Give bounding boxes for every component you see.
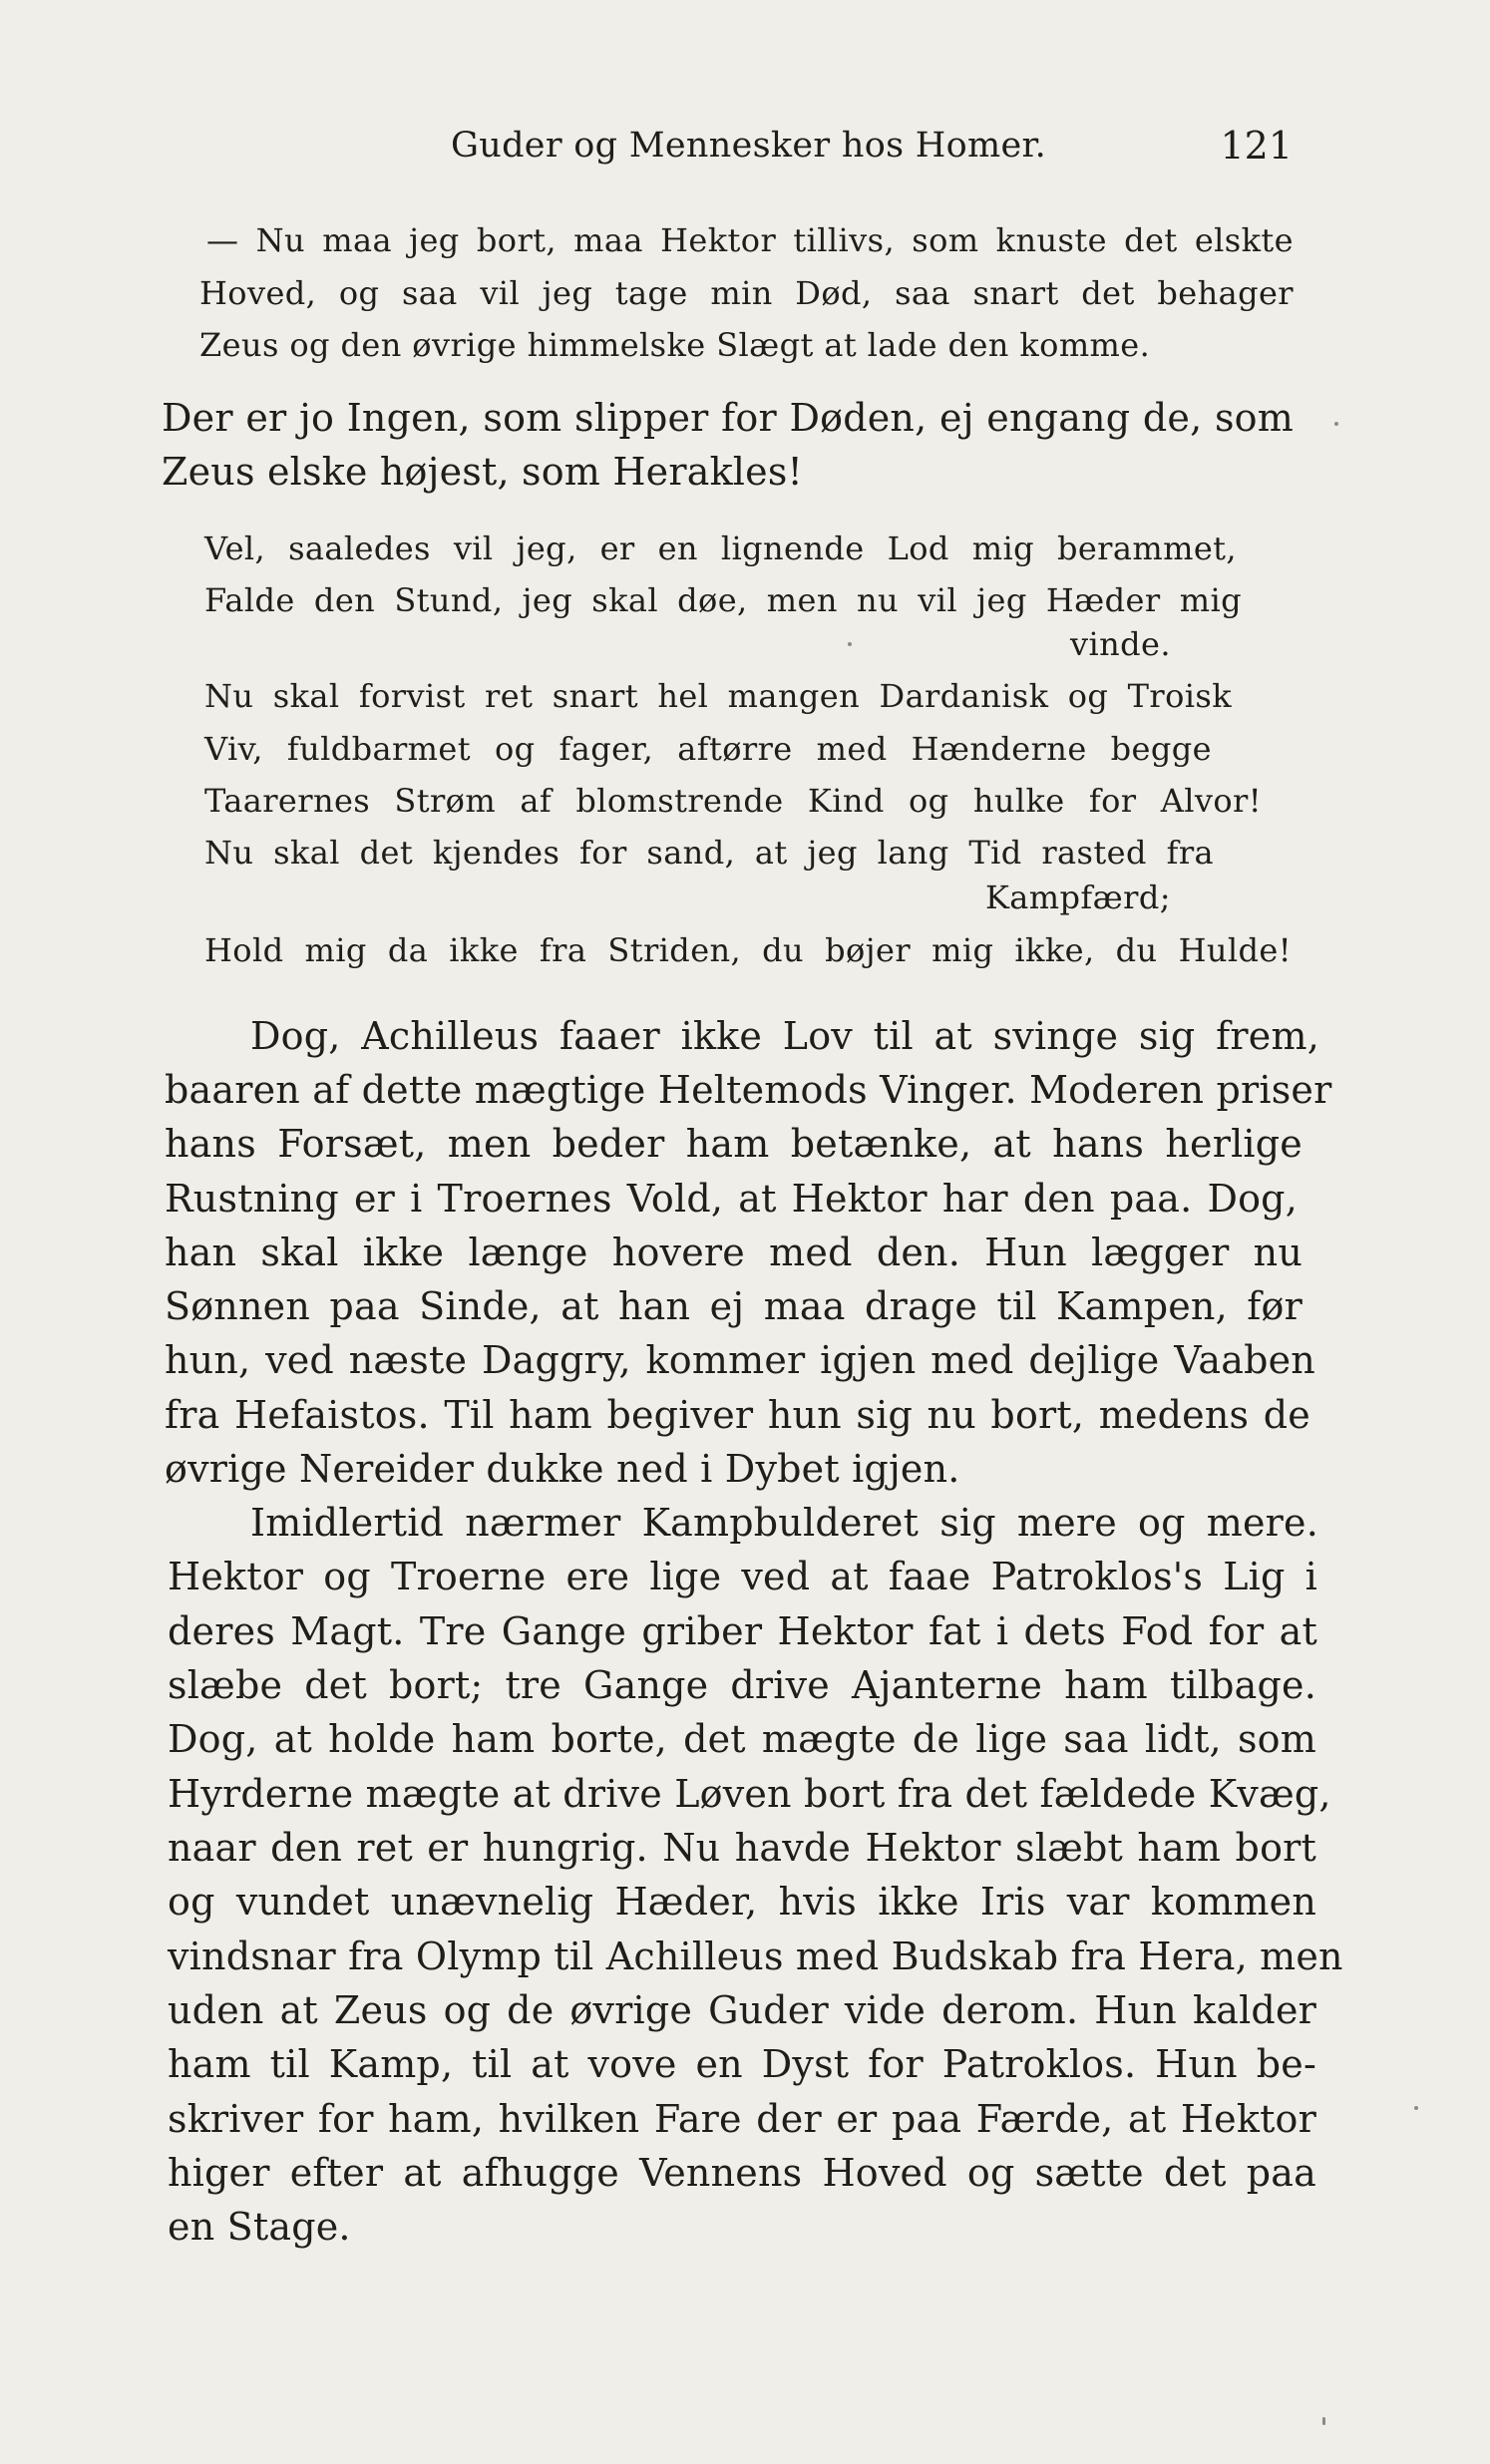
verse-line: Falde den Stund, jeg skal døe, men nu vil jeg Hæder mig [204, 581, 1242, 619]
text-line: higer efter at afhugge Vennens Hoved og sætte det paa [168, 2151, 1316, 2195]
text-line: Sønnen paa Sinde, at han ej maa drage til Kampen, før [165, 1284, 1303, 1328]
verse-line: Vel, saaledes vil jeg, er en lignende Lod mig berammet, [204, 529, 1237, 567]
text-line: baaren af dette mægtige Heltemods Vinger. Moderen priser [165, 1068, 1332, 1112]
text-line: Imidlertid nærmer Kampbulderet sig mere og mere. [250, 1501, 1318, 1545]
text-line: en Stage. [168, 2205, 351, 2249]
text-line: Hektor og Troerne ere lige ved at faae Patroklos's Lig i [168, 1555, 1317, 1598]
verse-line: vinde. [1070, 625, 1171, 663]
quote-line: — Nu maa jeg bort, maa Hektor tillivs, som knuste det elskte [206, 221, 1294, 259]
text-line: fra Hefaistos. Til ham begiver hun sig nu bort, medens de [165, 1393, 1310, 1437]
scan-speck [1414, 2106, 1418, 2110]
text-line: Hyrderne mægte at drive Løven bort fra det fældede Kvæg, [168, 1772, 1331, 1816]
verse-line: Hold mig da ikke fra Striden, du bøjer mig ikke, du Hulde! [204, 931, 1292, 969]
verse-line: Nu skal det kjendes for sand, at jeg lang Tid rasted fra [204, 834, 1214, 872]
scan-speck [1322, 2417, 1325, 2425]
text-line: øvrige Nereider dukke ned i Dybet igjen. [165, 1447, 960, 1491]
text-line: Zeus elske højest, som Herakles! [162, 450, 804, 494]
text-line: Rustning er i Troernes Vold, at Hektor har den paa. Dog, [165, 1177, 1298, 1221]
scan-speck [848, 642, 852, 646]
text-line: og vundet unævnelig Hæder, hvis ikke Iris var kommen [168, 1880, 1316, 1924]
text-line: han skal ikke længe hovere med den. Hun lægger nu [165, 1231, 1303, 1274]
verse-line: Taarernes Strøm af blomstrende Kind og hulke for Alvor! [204, 782, 1262, 820]
text-line: uden at Zeus og de øvrige Guder vide derom. Hun kalder [168, 1988, 1316, 2032]
text-line: deres Magt. Tre Gange griber Hektor fat i dets Fod for at [168, 1609, 1317, 1653]
text-line: ham til Kamp, til at vove en Dyst for Patroklos. Hun be- [168, 2042, 1316, 2086]
quote-line: Hoved, og saa vil jeg tage min Død, saa snart det behager [199, 274, 1294, 312]
text-line: Der er jo Ingen, som slipper for Døden, ej engang de, som [162, 396, 1294, 440]
text-line: skriver for ham, hvilken Fare der er paa Færde, at Hektor [168, 2097, 1316, 2141]
quote-line: Zeus og den øvrige himmelske Slægt at lade den komme. [199, 326, 1151, 364]
page-number: 121 [1220, 124, 1293, 168]
text-line: hans Forsæt, men beder ham betænke, at hans herlige [165, 1122, 1303, 1166]
verse-line: Viv, fuldbarmet og fager, aftørre med Hænderne begge [204, 730, 1212, 768]
scan-speck [1334, 422, 1338, 426]
verse-line: Kampfærd; [985, 879, 1171, 916]
text-line: slæbe det bort; tre Gange drive Ajanterne ham tilbage. [168, 1663, 1316, 1707]
verse-line: Nu skal forvist ret snart hel mangen Dardanisk og Troisk [204, 677, 1232, 715]
text-line: Dog, at holde ham borte, det mægte de lige saa lidt, som [168, 1717, 1316, 1761]
text-line: Dog, Achilleus faaer ikke Lov til at svinge sig frem, [250, 1014, 1319, 1058]
text-line: vindsnar fra Olymp til Achilleus med Budskab fra Hera, men [168, 1935, 1343, 1978]
running-title: Guder og Mennesker hos Homer. [451, 126, 1047, 166]
page-header [0, 118, 1490, 177]
text-line: hun, ved næste Daggry, kommer igjen med dejlige Vaaben [165, 1338, 1315, 1382]
text-line: naar den ret er hungrig. Nu havde Hektor slæbt ham bort [168, 1826, 1316, 1870]
